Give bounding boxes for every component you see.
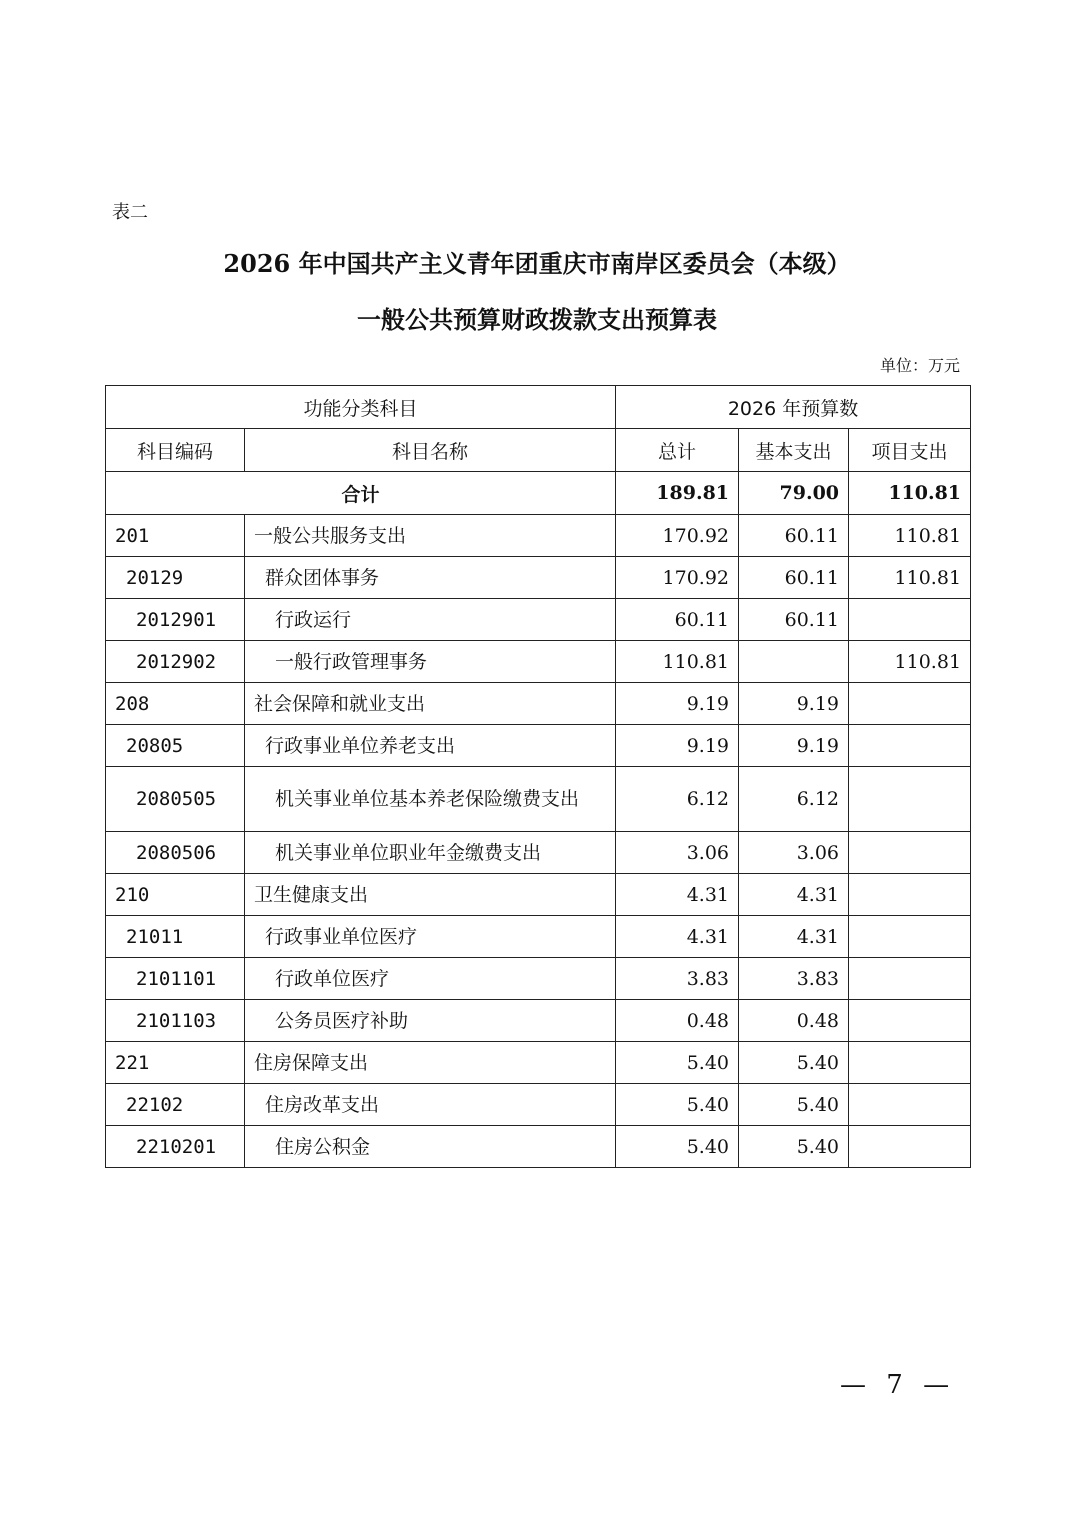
cell-project: 110.81 (849, 641, 971, 683)
cell-name: 社会保障和就业支出 (245, 683, 616, 725)
cell-basic: 60.11 (739, 557, 849, 599)
table-row (106, 1126, 971, 1168)
cell-name: 卫生健康支出 (245, 874, 616, 916)
table-row (106, 725, 971, 767)
cell-basic: 9.19 (739, 683, 849, 725)
cell-total: 5.40 (616, 1084, 739, 1126)
cell-basic (739, 641, 849, 683)
unit-label: 单位：万元 (879, 356, 960, 375)
cell-project: 110.81 (849, 557, 971, 599)
table-row (106, 958, 971, 1000)
table-row (106, 767, 971, 832)
cell-basic: 9.19 (739, 725, 849, 767)
table-row (106, 641, 971, 683)
total-label: 合计 (106, 472, 616, 515)
cell-project (849, 599, 971, 641)
cell-project: 110.81 (849, 515, 971, 557)
cell-basic: 4.31 (739, 874, 849, 916)
column-header-total: 总计 (616, 429, 739, 472)
cell-code: 2080506 (106, 832, 245, 874)
table-row (106, 1000, 971, 1042)
table-label: 表二 (112, 202, 148, 223)
cell-code: 208 (106, 683, 245, 725)
cell-basic: 60.11 (739, 599, 849, 641)
cell-code: 20129 (106, 557, 245, 599)
table-row (106, 683, 971, 725)
cell-code: 2012902 (106, 641, 245, 683)
cell-total: 5.40 (616, 1042, 739, 1084)
cell-code: 2012901 (106, 599, 245, 641)
cell-total: 9.19 (616, 683, 739, 725)
cell-name: 行政事业单位医疗 (245, 916, 616, 958)
cell-total: 110.81 (616, 641, 739, 683)
cell-code: 21011 (106, 916, 245, 958)
cell-project (849, 874, 971, 916)
cell-basic: 3.06 (739, 832, 849, 874)
cell-name: 行政事业单位养老支出 (245, 725, 616, 767)
cell-code: 22102 (106, 1084, 245, 1126)
cell-project (849, 1000, 971, 1042)
cell-total: 4.31 (616, 874, 739, 916)
cell-total: 5.40 (616, 1126, 739, 1168)
total-project: 110.81 (849, 472, 971, 515)
table-row (106, 832, 971, 874)
cell-total: 4.31 (616, 916, 739, 958)
column-header-code: 科目编码 (106, 429, 245, 472)
cell-name: 住房改革支出 (245, 1084, 616, 1126)
cell-name: 住房公积金 (245, 1126, 616, 1168)
cell-code: 2101101 (106, 958, 245, 1000)
table-row (106, 874, 971, 916)
cell-total: 60.11 (616, 599, 739, 641)
table-row (106, 599, 971, 641)
page-title: 2026 年中国共产主义青年团重庆市南岸区委员会（本级） (223, 249, 851, 278)
page-subtitle: 一般公共预算财政拨款支出预算表 (357, 305, 717, 334)
cell-code: 2210201 (106, 1126, 245, 1168)
cell-project (849, 683, 971, 725)
cell-name: 一般公共服务支出 (245, 515, 616, 557)
cell-project (849, 916, 971, 958)
cell-basic: 5.40 (739, 1084, 849, 1126)
table-row (106, 1042, 971, 1084)
group-header-functional-classification: 功能分类科目 (106, 386, 616, 429)
cell-code: 2080505 (106, 767, 245, 832)
cell-basic: 0.48 (739, 1000, 849, 1042)
cell-basic: 4.31 (739, 916, 849, 958)
cell-project (849, 832, 971, 874)
cell-total: 6.12 (616, 767, 739, 832)
table-row (106, 515, 971, 557)
cell-name: 群众团体事务 (245, 557, 616, 599)
cell-total: 3.06 (616, 832, 739, 874)
cell-total: 170.92 (616, 557, 739, 599)
total-basic: 79.00 (739, 472, 849, 515)
total-amount: 189.81 (616, 472, 739, 515)
cell-code: 221 (106, 1042, 245, 1084)
cell-basic: 3.83 (739, 958, 849, 1000)
cell-name: 住房保障支出 (245, 1042, 616, 1084)
cell-basic: 5.40 (739, 1042, 849, 1084)
cell-name: 机关事业单位职业年金缴费支出 (245, 832, 616, 874)
table-row (106, 1084, 971, 1126)
cell-name: 机关事业单位基本养老保险缴费支出 (245, 767, 616, 832)
cell-name: 行政运行 (245, 599, 616, 641)
table-row (106, 916, 971, 958)
cell-total: 0.48 (616, 1000, 739, 1042)
cell-project (849, 958, 971, 1000)
cell-total: 170.92 (616, 515, 739, 557)
group-header-budget-2026: 2026 年预算数 (616, 386, 971, 429)
cell-project (849, 725, 971, 767)
cell-basic: 60.11 (739, 515, 849, 557)
table-row (106, 557, 971, 599)
cell-code: 201 (106, 515, 245, 557)
cell-project (849, 1084, 971, 1126)
cell-basic: 5.40 (739, 1126, 849, 1168)
cell-name: 公务员医疗补助 (245, 1000, 616, 1042)
cell-name: 行政单位医疗 (245, 958, 616, 1000)
table-group-header-row (106, 386, 971, 429)
page-number: — 7 — (840, 1370, 956, 1400)
column-header-basic: 基本支出 (739, 429, 849, 472)
total-row (106, 472, 971, 515)
cell-code: 2101103 (106, 1000, 245, 1042)
cell-total: 9.19 (616, 725, 739, 767)
cell-code: 20805 (106, 725, 245, 767)
cell-name: 一般行政管理事务 (245, 641, 616, 683)
column-header-project: 项目支出 (849, 429, 971, 472)
cell-total: 3.83 (616, 958, 739, 1000)
cell-project (849, 1126, 971, 1168)
cell-basic: 6.12 (739, 767, 849, 832)
cell-code: 210 (106, 874, 245, 916)
table-column-header-row (106, 429, 971, 472)
budget-table (105, 385, 971, 1168)
column-header-name: 科目名称 (245, 429, 616, 472)
cell-project (849, 767, 971, 832)
cell-project (849, 1042, 971, 1084)
